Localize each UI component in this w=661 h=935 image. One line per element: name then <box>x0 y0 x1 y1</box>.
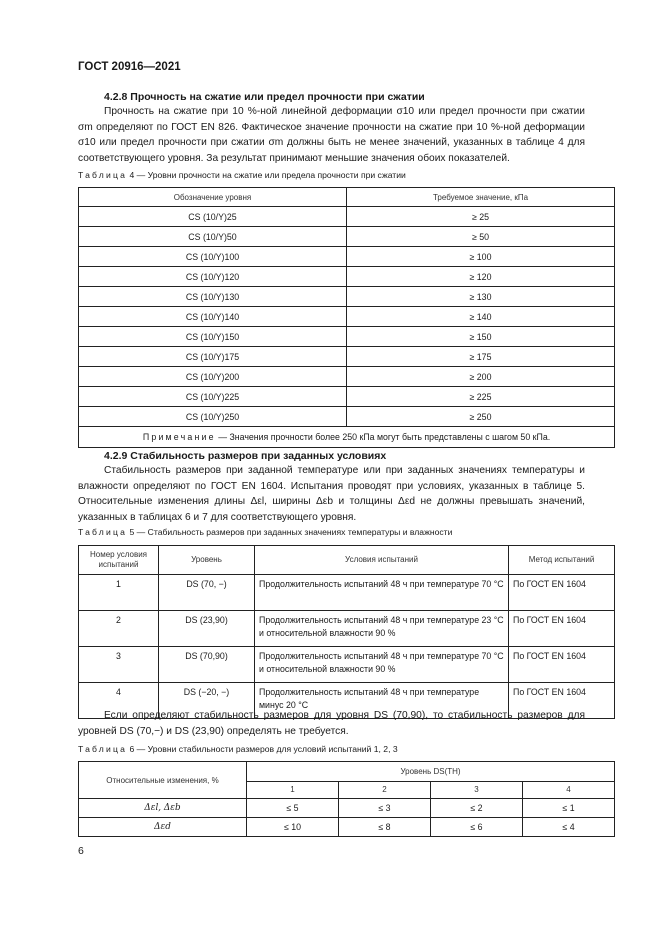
level-designation-cell: CS (10/Y)200 <box>79 367 347 387</box>
level-cell: DS (70, −) <box>159 575 255 611</box>
table6-caption <box>78 744 398 754</box>
table-row <box>79 387 615 407</box>
level-designation-cell: CS (10/Y)120 <box>79 267 347 287</box>
table-6 <box>78 761 615 837</box>
table-row <box>79 818 615 837</box>
test-method-cell: По ГОСТ EN 1604 <box>509 647 615 683</box>
required-value-cell: ≥ 140 <box>347 307 615 327</box>
paragraph-after-table5-text: Если определяют стабильность размеров для уровня DS (70,90), то стабильность размеров для уровней DS (70,−) и DS (23,90) определять не требуется. <box>78 710 585 737</box>
relative-change-label-cell: Δεd <box>79 818 247 837</box>
table4-note-label: Примечание <box>142 432 216 442</box>
level-designation-cell: CS (10/Y)250 <box>79 407 347 427</box>
required-value-cell: ≥ 50 <box>347 227 615 247</box>
table4-header-cell: Требуемое значение, кПа <box>347 188 615 207</box>
level-designation-cell: CS (10/Y)50 <box>79 227 347 247</box>
limit-value-cell: ≤ 3 <box>339 799 431 818</box>
table-row <box>79 647 615 683</box>
table4-header-cell: Обозначение уровня <box>79 188 347 207</box>
test-conditions-cell: Продолжительность испытаний 48 ч при температуре 23 °С и относительной влажности 90 % <box>255 611 509 647</box>
test-conditions-cell: Продолжительность испытаний 48 ч при температуре 70 °С <box>255 575 509 611</box>
table6-header-cell: Относительные изменения, % <box>79 762 247 799</box>
limit-value-cell: ≤ 10 <box>247 818 339 837</box>
table-row <box>79 575 615 611</box>
required-value-cell: ≥ 130 <box>347 287 615 307</box>
document-header: ГОСТ 20916—2021 <box>78 61 181 73</box>
limit-value-cell: ≤ 6 <box>431 818 523 837</box>
level-cell: DS (23,90) <box>159 611 255 647</box>
table-row <box>79 347 615 367</box>
section-heading-4-2-9: 4.2.9 Стабильность размеров при заданных условиях <box>104 450 387 462</box>
test-conditions-cell: Продолжительность испытаний 48 ч при температуре 70 °С и относительной влажности 90 % <box>255 647 509 683</box>
level-cell: DS (70,90) <box>159 647 255 683</box>
limit-value-cell: ≤ 5 <box>247 799 339 818</box>
table4-note-text: — Значения прочности более 250 кПа могут быть представлены с шагом 50 кПа. <box>218 432 551 442</box>
table-5 <box>78 545 615 719</box>
table-4 <box>78 187 615 448</box>
table-row <box>79 799 615 818</box>
test-method-cell: По ГОСТ EN 1604 <box>509 683 615 719</box>
table-row <box>79 227 615 247</box>
table6-caption-text: 6 — Уровни стабильности размеров для условий испытаний 1, 2, 3 <box>129 744 398 754</box>
section-heading-4-2-8: 4.2.8 Прочность на сжатие или предел прочности при сжатии <box>104 91 425 103</box>
table-row <box>79 611 615 647</box>
level-designation-cell: CS (10/Y)25 <box>79 207 347 227</box>
table6-caption-label: Таблица <box>78 744 128 754</box>
table6-level-header: 3 <box>431 781 523 798</box>
required-value-cell: ≥ 100 <box>347 247 615 267</box>
limit-value-cell: ≤ 1 <box>523 799 615 818</box>
relative-change-label-cell: Δεl, Δεb <box>79 799 247 818</box>
paragraph-after-table5 <box>78 708 585 739</box>
paragraph-4-2-8 <box>78 104 585 166</box>
level-designation-cell: CS (10/Y)225 <box>79 387 347 407</box>
required-value-cell: ≥ 25 <box>347 207 615 227</box>
condition-number-cell: 1 <box>79 575 159 611</box>
table4-caption-text: 4 — Уровни прочности на сжатие или предела прочности при сжатии <box>129 170 406 180</box>
limit-value-cell: ≤ 2 <box>431 799 523 818</box>
table4-note-row <box>79 427 615 448</box>
table5-header-cell: Номер условия испытаний <box>79 546 159 575</box>
table-row <box>79 407 615 427</box>
table-row <box>79 307 615 327</box>
table6-level-header: 1 <box>247 781 339 798</box>
required-value-cell: ≥ 175 <box>347 347 615 367</box>
level-designation-cell: CS (10/Y)100 <box>79 247 347 267</box>
limit-value-cell: ≤ 8 <box>339 818 431 837</box>
condition-number-cell: 3 <box>79 647 159 683</box>
table5-caption-text: 5 — Стабильность размеров при заданных значениях температуры и влажности <box>129 527 453 537</box>
required-value-cell: ≥ 120 <box>347 267 615 287</box>
paragraph-4-2-8-text: Прочность на сжатие при 10 %-ной линейной деформации σ10 или предел прочности при сжатии σm определяют по ГОСТ EN 826. Фактическое значение прочности на сжатие при 10 %-ной деформации σ10 или предел прочности при сжатии σm должны быть не менее значений, указанных в таблице 4 для соответствующего уровня. За результат принимают меньшие значения обоих показателей. <box>78 106 585 164</box>
condition-number-cell: 2 <box>79 611 159 647</box>
level-designation-cell: CS (10/Y)150 <box>79 327 347 347</box>
table-row <box>79 367 615 387</box>
level-cell: DS (−20, −) <box>159 683 255 719</box>
table4-caption-label: Таблица <box>78 170 128 180</box>
table4-note <box>79 427 615 448</box>
table6-group-header: Уровень DS(TH) <box>247 762 615 782</box>
table5-header-cell: Условия испытаний <box>255 546 509 575</box>
test-conditions-cell: Продолжительность испытаний 48 ч при температуре минус 20 °С <box>255 683 509 719</box>
table4-caption <box>78 170 406 180</box>
limit-value-cell: ≤ 4 <box>523 818 615 837</box>
required-value-cell: ≥ 200 <box>347 367 615 387</box>
paragraph-4-2-9 <box>78 463 585 525</box>
required-value-cell: ≥ 225 <box>347 387 615 407</box>
table5-header-cell: Метод испытаний <box>509 546 615 575</box>
table5-caption <box>78 527 452 537</box>
required-value-cell: ≥ 250 <box>347 407 615 427</box>
test-method-cell: По ГОСТ EN 1604 <box>509 575 615 611</box>
table-row <box>79 287 615 307</box>
test-method-cell: По ГОСТ EN 1604 <box>509 611 615 647</box>
level-designation-cell: CS (10/Y)130 <box>79 287 347 307</box>
required-value-cell: ≥ 150 <box>347 327 615 347</box>
page-number: 6 <box>78 845 84 857</box>
table-row <box>79 247 615 267</box>
condition-number-cell: 4 <box>79 683 159 719</box>
table-row <box>79 207 615 227</box>
level-designation-cell: CS (10/Y)175 <box>79 347 347 367</box>
paragraph-4-2-9-text: Стабильность размеров при заданной температуре или при заданных значениях температуры и влажности определяют по ГОСТ EN 1604. Испытания проводят при условиях, указанных в таблице 5. Относительные изменения длины Δεl, ширины Δεb и толщины Δεd не должны превышать значений, указанных в таблицах 6 и 7 для соответствующего уровня. <box>78 465 585 523</box>
table5-header-cell: Уровень <box>159 546 255 575</box>
table-row <box>79 327 615 347</box>
level-designation-cell: CS (10/Y)140 <box>79 307 347 327</box>
table5-caption-label: Таблица <box>78 527 128 537</box>
table-row <box>79 267 615 287</box>
table6-level-header: 2 <box>339 781 431 798</box>
table6-level-header: 4 <box>523 781 615 798</box>
